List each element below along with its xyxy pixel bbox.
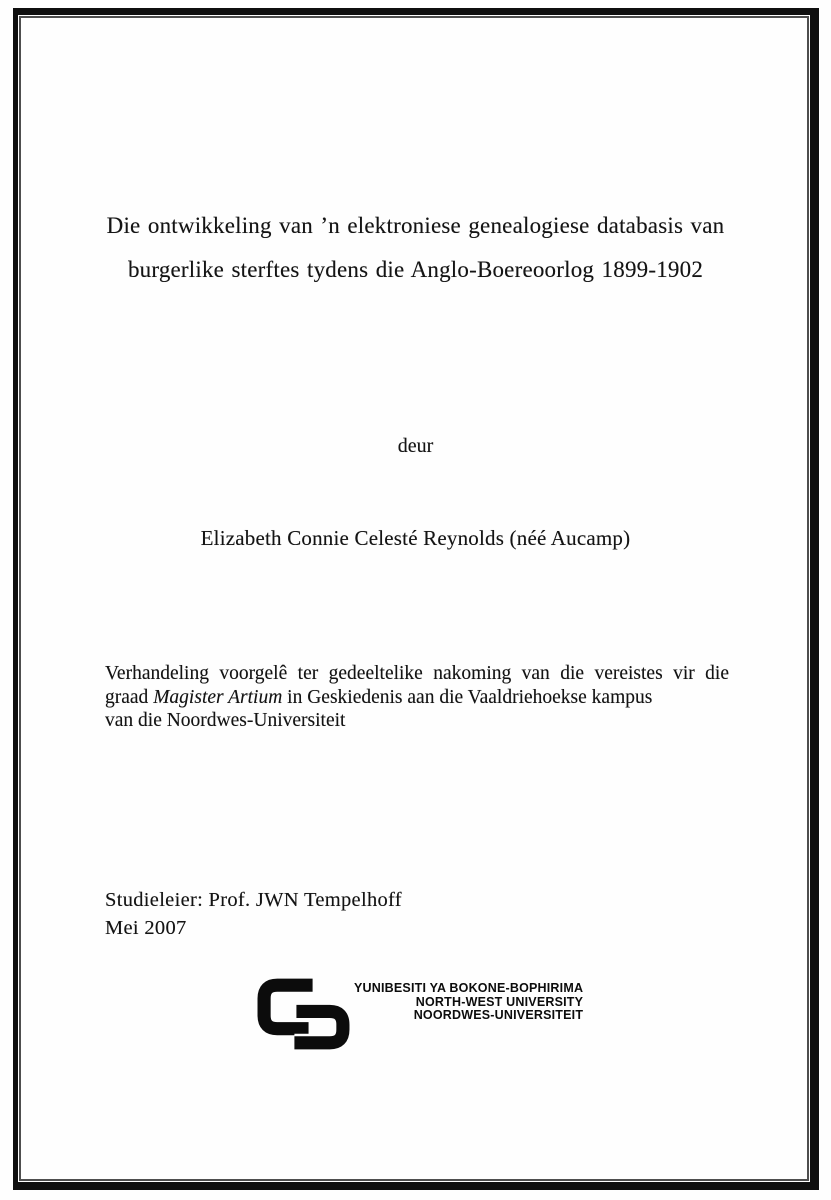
thesis-title-line-1: Die ontwikkeling van ’n elektroniese genealogiese databasis van <box>106 213 725 238</box>
university-name-block <box>354 982 583 1023</box>
degree-name-italic: Magister Artium <box>153 686 283 708</box>
date-line: Mei 2007 <box>105 917 187 939</box>
supervisor-block <box>105 886 402 942</box>
submission-line-2-pre: graad <box>105 686 154 708</box>
submission-line-2-post: in Geskiedenis aan die Vaaldriehoekse kampus <box>282 686 653 708</box>
nwu-chain-link-logo-icon <box>256 976 351 1052</box>
university-name-setswana: YUNIBESITI YA BOKONE-BOPHIRIMA <box>354 981 584 995</box>
submission-line-2 <box>105 686 729 710</box>
university-logo <box>256 976 583 1052</box>
submission-statement <box>105 662 729 733</box>
supervisor-line: Studieleier: Prof. JWN Tempelhoff <box>105 889 402 911</box>
byline-label: deur <box>397 435 434 457</box>
university-name-afrikaans: NOORDWES-UNIVERSITEIT <box>413 1008 584 1022</box>
thesis-title-line-2: burgerlike sterftes tydens die Anglo-Boereoorlog 1899-1902 <box>127 257 704 282</box>
submission-line-1: Verhandeling voorgelê ter gedeeltelike nakoming van die vereistes vir die <box>105 663 729 684</box>
submission-line-3: van die Noordwes-Universiteit <box>105 710 346 731</box>
university-name-english: NORTH-WEST UNIVERSITY <box>415 994 584 1009</box>
thesis-title <box>70 204 761 292</box>
author-name: Elizabeth Connie Celesté Reynolds (néé Aucamp) <box>200 526 631 550</box>
